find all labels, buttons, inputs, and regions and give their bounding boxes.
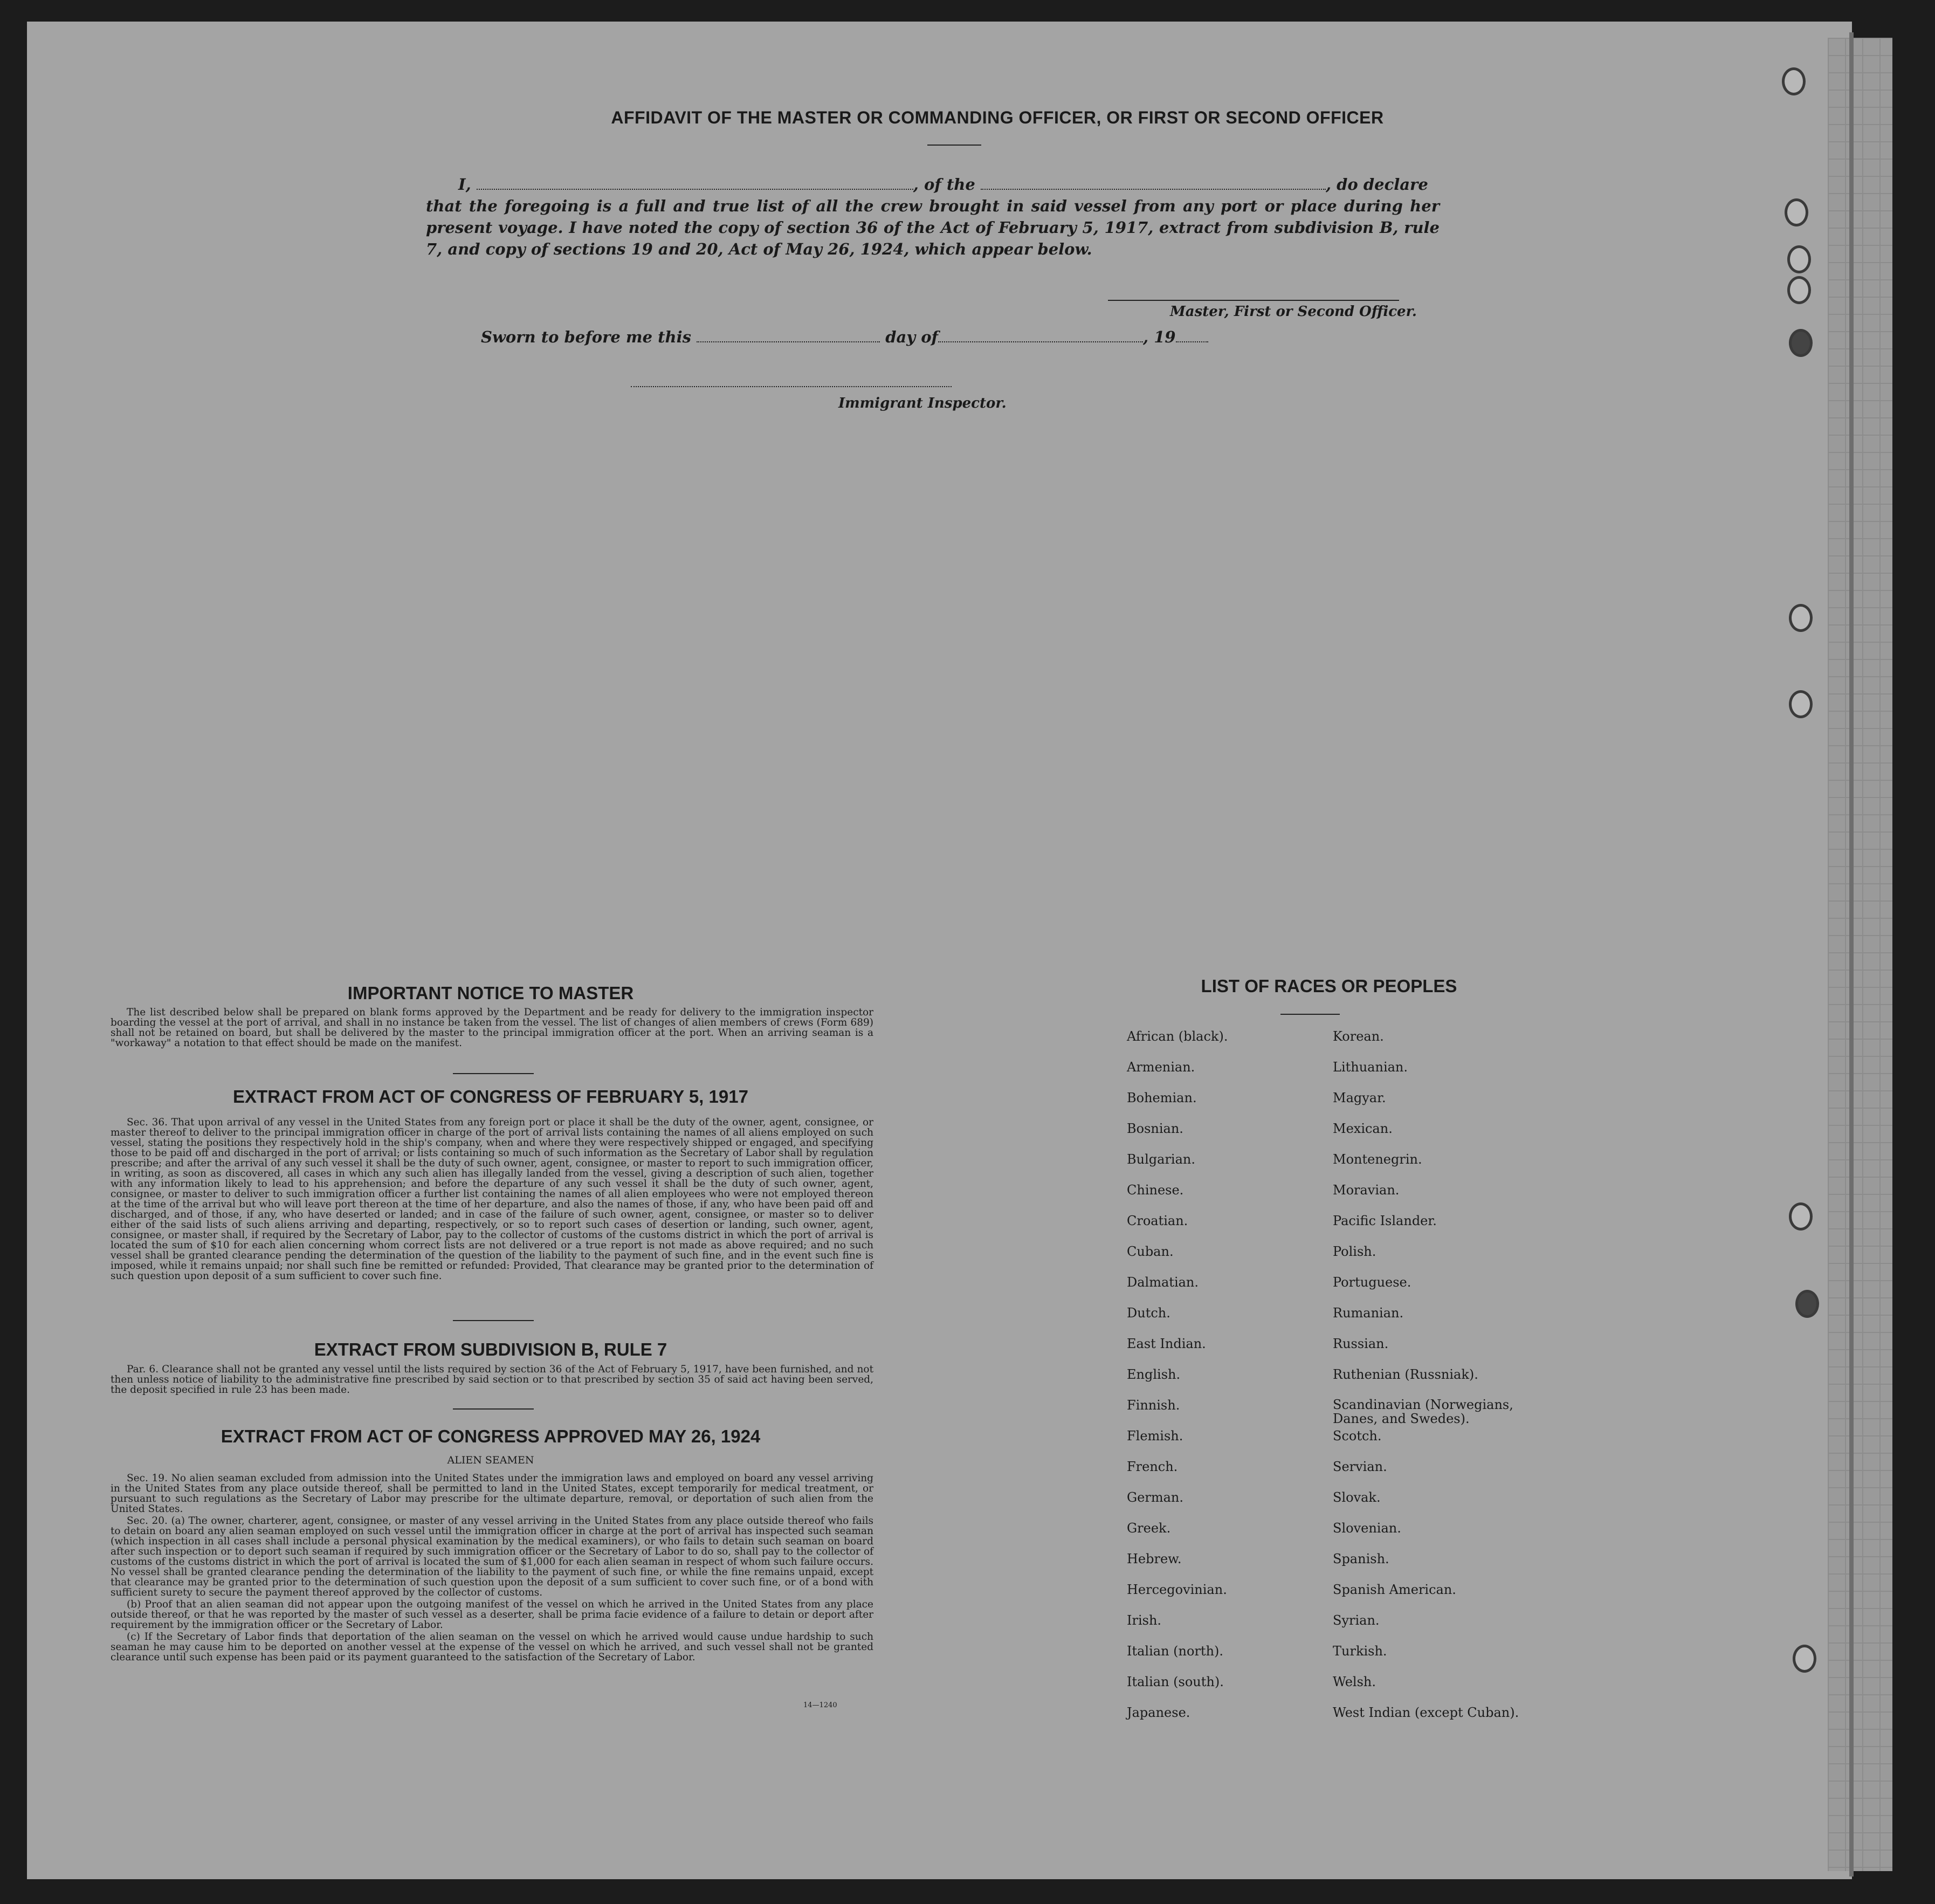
race-item: Korean. xyxy=(1333,1029,1384,1044)
binder-hole-icon xyxy=(1785,198,1808,226)
race-item: Servian. xyxy=(1333,1459,1387,1474)
binder-hole-icon xyxy=(1789,690,1813,718)
race-item: Ruthenian (Russniak). xyxy=(1333,1367,1478,1382)
race-item: Greek. xyxy=(1127,1521,1171,1536)
section-19-paragraph: Sec. 19. No alien seaman excluded from admission into the United States under the immigration laws and employed on board any vessel arriving in the United States from any place outside thereof, shall be permitted to land in the United States, except temporarily for medical treatment, or pursuant to such regulations as the Secretary of Labor may prescribe for the ultimate departure, removal, or deportation of such alien from the United States. xyxy=(111,1473,873,1515)
vessel-name-field[interactable] xyxy=(981,177,1326,190)
notice-paragraph: The list described below shall be prepared on blank forms approved by the Department and be ready for delivery to the immigration inspector boarding the vessel at the port of arrival, and shall in no instance be taken from the vessel. The list of changes of alien members of crews (Form 689) shall not be retained on board, but shall be delivered by the master to the principal immigration officer at the port. When an arriving seaman is a "workaway" a notation to that effect should be made on the manifest. xyxy=(111,1007,873,1049)
race-item: Italian (north). xyxy=(1127,1644,1224,1659)
subdivision-b-title: EXTRACT FROM SUBDIVISION B, RULE 7 xyxy=(314,1339,667,1359)
sworn-line xyxy=(481,328,1208,346)
race-item: Finnish. xyxy=(1127,1398,1180,1413)
race-item: Flemish. xyxy=(1127,1428,1183,1444)
binder-hole-icon xyxy=(1787,245,1811,273)
notice-title: IMPORTANT NOTICE TO MASTER xyxy=(347,983,634,1003)
race-item: Italian (south). xyxy=(1127,1674,1224,1689)
race-item: Chinese. xyxy=(1127,1183,1184,1198)
race-item: Bosnian. xyxy=(1127,1121,1183,1136)
sworn-prefix: Sworn to before me this xyxy=(481,328,691,346)
race-item: Turkish. xyxy=(1333,1644,1387,1659)
race-item: Cuban. xyxy=(1127,1244,1174,1259)
binder-hole-icon xyxy=(1789,604,1813,632)
race-item: Scandinavian (Norwegians, Danes, and Swedes). xyxy=(1333,1397,1513,1426)
race-item: Bohemian. xyxy=(1127,1090,1197,1105)
races-right-column xyxy=(1333,1029,1548,1736)
signature-line[interactable] xyxy=(1108,300,1399,301)
extract-1917-text xyxy=(111,1117,873,1283)
extract-1924-text xyxy=(111,1473,873,1664)
race-item: Montenegrin. xyxy=(1333,1152,1422,1167)
races-left-column xyxy=(1127,1029,1321,1736)
race-item: Spanish American. xyxy=(1333,1582,1456,1597)
race-item: Japanese. xyxy=(1127,1705,1190,1720)
title-divider xyxy=(927,145,981,146)
notice-divider xyxy=(453,1073,534,1074)
race-item: Moravian. xyxy=(1333,1183,1400,1198)
form-number: 14—1240 xyxy=(803,1701,837,1709)
races-title: LIST OF RACES OR PEOPLES xyxy=(1201,976,1457,996)
binder-hole-icon xyxy=(1782,67,1806,95)
declarant-prefix: I, xyxy=(458,175,471,194)
subdivision-b-text xyxy=(111,1364,873,1397)
races-divider xyxy=(1280,1014,1340,1015)
extract-1924-title: EXTRACT FROM ACT OF CONGRESS APPROVED MAY 26, 1924 xyxy=(221,1426,761,1446)
sworn-day-label: day of xyxy=(885,328,939,346)
section-20c-paragraph: (c) If the Secretary of Labor finds that deportation of the alien seaman on the vessel on which he arrived would cause undue hardship to such seaman he may cause him to be deported on another vessel at the expense of the vessel on which he arrived, and such vessel shall not be granted clearance until such expense has been paid or its payment guaranteed to the satisfaction of the Secretary of Labor. xyxy=(111,1631,873,1663)
race-item: Lithuanian. xyxy=(1333,1060,1408,1075)
race-item: Polish. xyxy=(1333,1244,1376,1259)
extract-1917-paragraph: Sec. 36. That upon arrival of any vessel in the United States from any foreign port or place it shall be the duty of the owner, agent, consignee, or master thereof to deliver to the principal immigration officer in charge of the port of arrival lists containing the names of all aliens employed on such vessel, stating the positions they respectively hold in the ship's company, when and where they were respectively shipped or engaged, and specifying those to be paid off and discharged in the port of arrival; or lists containing so much of such information as the Secretary of Labor shall by regulation prescribe; and after the arrival of any such vessel it shall be the duty of such owner, agent, consignee, or master to report to such immigration officer, in writing, as soon as discovered, all cases in which any such alien has illegally landed from the vessel, giving a description of such alien, together with any information likely to lead to his apprehension; and before the departure of any such vessel it shall be the duty of such owner, agent, consignee, or master to deliver to such immigration officer a further list containing the names of all alien employees who were not employed thereon at the time of the arrival but who will leave port thereon at the time of her departure, and also the names of those, if any, who have been paid off and discharged, and of those, if any, who have deserted or landed; and in case of the failure of such owner, agent, consignee, or master so to deliver either of the said lists of such aliens arriving and departing, respectively, or so to report such cases of desertion or landing, such owner, agent, consignee, or master shall, if required by the Secretary of Labor, pay to the collector of customs of the customs district in which the port of arrival is located the sum of $10 for each alien concerning whom correct lists are not delivered or a true report is not made as above required; and no such vessel shall be granted clearance pending the determination of the question of the liability to the payment of such fine, and in the event such fine is imposed, while it remains unpaid; nor shall such fine be remitted or refunded: Provided, That clearance may be granted prior to the determination of such question upon deposit of a sum sufficient to cover such fine. xyxy=(111,1117,873,1282)
sworn-year-field[interactable] xyxy=(1176,329,1208,342)
race-item: Scotch. xyxy=(1333,1428,1382,1444)
race-item: Armenian. xyxy=(1127,1060,1195,1075)
alien-seamen-subtitle: ALIEN SEAMEN xyxy=(447,1454,534,1466)
section-20a-paragraph: Sec. 20. (a) The owner, charterer, agent, consignee, or master of any vessel arriving in the United States from any place outside thereof who fails to detain on board any alien seaman employed on such vessel until the immigration officer in charge at the port of arrival has inspected such seaman (which inspection in all cases shall include a personal physical examination by the medical examiners), or who fails to detain such seaman on board after such inspection or to deport such seaman if required by such immigration officer or the Secretary of Labor to do so, shall pay to the collector of customs of the customs district in which the port of arrival is located the sum of $1,000 for each alien seaman in respect of whom such failure occurs. No vessel shall be granted clearance pending the determination of the liability to the payment of such fine, or while the fine remains unpaid, except that clearance may be granted prior to the determination of such question upon the deposit of a sum sufficient to cover such fine, or of a bond with sufficient surety to secure the payment thereof approved by the collector of customs. xyxy=(111,1515,873,1598)
binder-hole-icon xyxy=(1795,1290,1819,1318)
subdivision-b-paragraph: Par. 6. Clearance shall not be granted any vessel until the lists required by section 36 of the Act of February 5, 1917, have been furnished, and not then unless notice of liability to the administrative fine prescribed by said section or to that prescribed by section 35 of said act having been served, the deposit specified in rule 23 has been made. xyxy=(111,1364,873,1396)
race-item: Russian. xyxy=(1333,1336,1389,1351)
race-item: Portuguese. xyxy=(1333,1275,1411,1290)
declarant-name-field[interactable] xyxy=(477,177,913,190)
race-item: Syrian. xyxy=(1333,1613,1380,1628)
race-item: West Indian (except Cuban). xyxy=(1333,1705,1519,1720)
race-item: East Indian. xyxy=(1127,1336,1206,1351)
inspector-signature-line[interactable] xyxy=(631,386,952,387)
subdivision-b-divider xyxy=(453,1408,534,1410)
binder-hole-icon xyxy=(1793,1645,1816,1673)
affidavit-body xyxy=(426,174,1440,260)
race-item: Croatian. xyxy=(1127,1213,1188,1228)
extract-1917-title: EXTRACT FROM ACT OF CONGRESS OF FEBRUARY 5, 1917 xyxy=(233,1087,748,1106)
race-item: Rumanian. xyxy=(1333,1305,1404,1321)
race-item: Magyar. xyxy=(1333,1090,1386,1105)
declare-suffix: , do declare xyxy=(1325,175,1428,194)
race-item: Welsh. xyxy=(1333,1674,1376,1689)
extract-1917-divider xyxy=(453,1320,534,1321)
affidavit-title: AFFIDAVIT OF THE MASTER OR COMMANDING OFFICER, OR FIRST OR SECOND OFFICER xyxy=(611,108,1384,127)
race-item: African (black). xyxy=(1127,1029,1228,1044)
race-item: Hebrew. xyxy=(1127,1551,1182,1566)
binder-hole-icon xyxy=(1787,276,1811,304)
race-item: Dutch. xyxy=(1127,1305,1170,1321)
race-item: French. xyxy=(1127,1459,1178,1474)
signature-label: Master, First or Second Officer. xyxy=(1170,304,1417,320)
back-page-grid xyxy=(1828,38,1892,1871)
section-20b-paragraph: (b) Proof that an alien seaman did not appear upon the outgoing manifest of the vessel on which he arrived in the United States from any place outside thereof, or that he was reported by the master of such vessel as a deserter, shall be prima facie evidence of a failure to detain or deport after requirement by the immigration officer or the Secretary of Labor. xyxy=(111,1599,873,1631)
race-item: Bulgarian. xyxy=(1127,1152,1195,1167)
race-item: Hercegovinian. xyxy=(1127,1582,1227,1597)
race-item: Slovenian. xyxy=(1333,1521,1401,1536)
race-item: Mexican. xyxy=(1333,1121,1393,1136)
race-item: Spanish. xyxy=(1333,1551,1389,1566)
race-item: Dalmatian. xyxy=(1127,1275,1199,1290)
binder-hole-icon xyxy=(1789,329,1813,357)
sworn-date-field[interactable] xyxy=(697,329,880,342)
binder-hole-icon xyxy=(1789,1202,1813,1231)
page-edge xyxy=(1849,32,1854,1876)
affidavit-declaration-text: that the foregoing is a full and true list of all the crew brought in said vessel from any port or place during her present voyage. I have noted the copy of section 36 of the Act of February 5, 1917, extract from subdivision B, rule 7, and copy of sections 19 and 20, Act of May 26, 1924, which appear below. xyxy=(426,197,1440,258)
race-item: Slovak. xyxy=(1333,1490,1381,1505)
race-item: Pacific Islander. xyxy=(1333,1213,1437,1228)
sworn-month-field[interactable] xyxy=(938,329,1143,342)
race-item: English. xyxy=(1127,1367,1181,1382)
inspector-label: Immigrant Inspector. xyxy=(838,395,1007,411)
sworn-year-label: , 19 xyxy=(1143,328,1176,346)
race-item: Irish. xyxy=(1127,1613,1162,1628)
vessel-prefix: , of the xyxy=(913,175,975,194)
notice-text xyxy=(111,1007,873,1050)
race-item: German. xyxy=(1127,1490,1183,1505)
